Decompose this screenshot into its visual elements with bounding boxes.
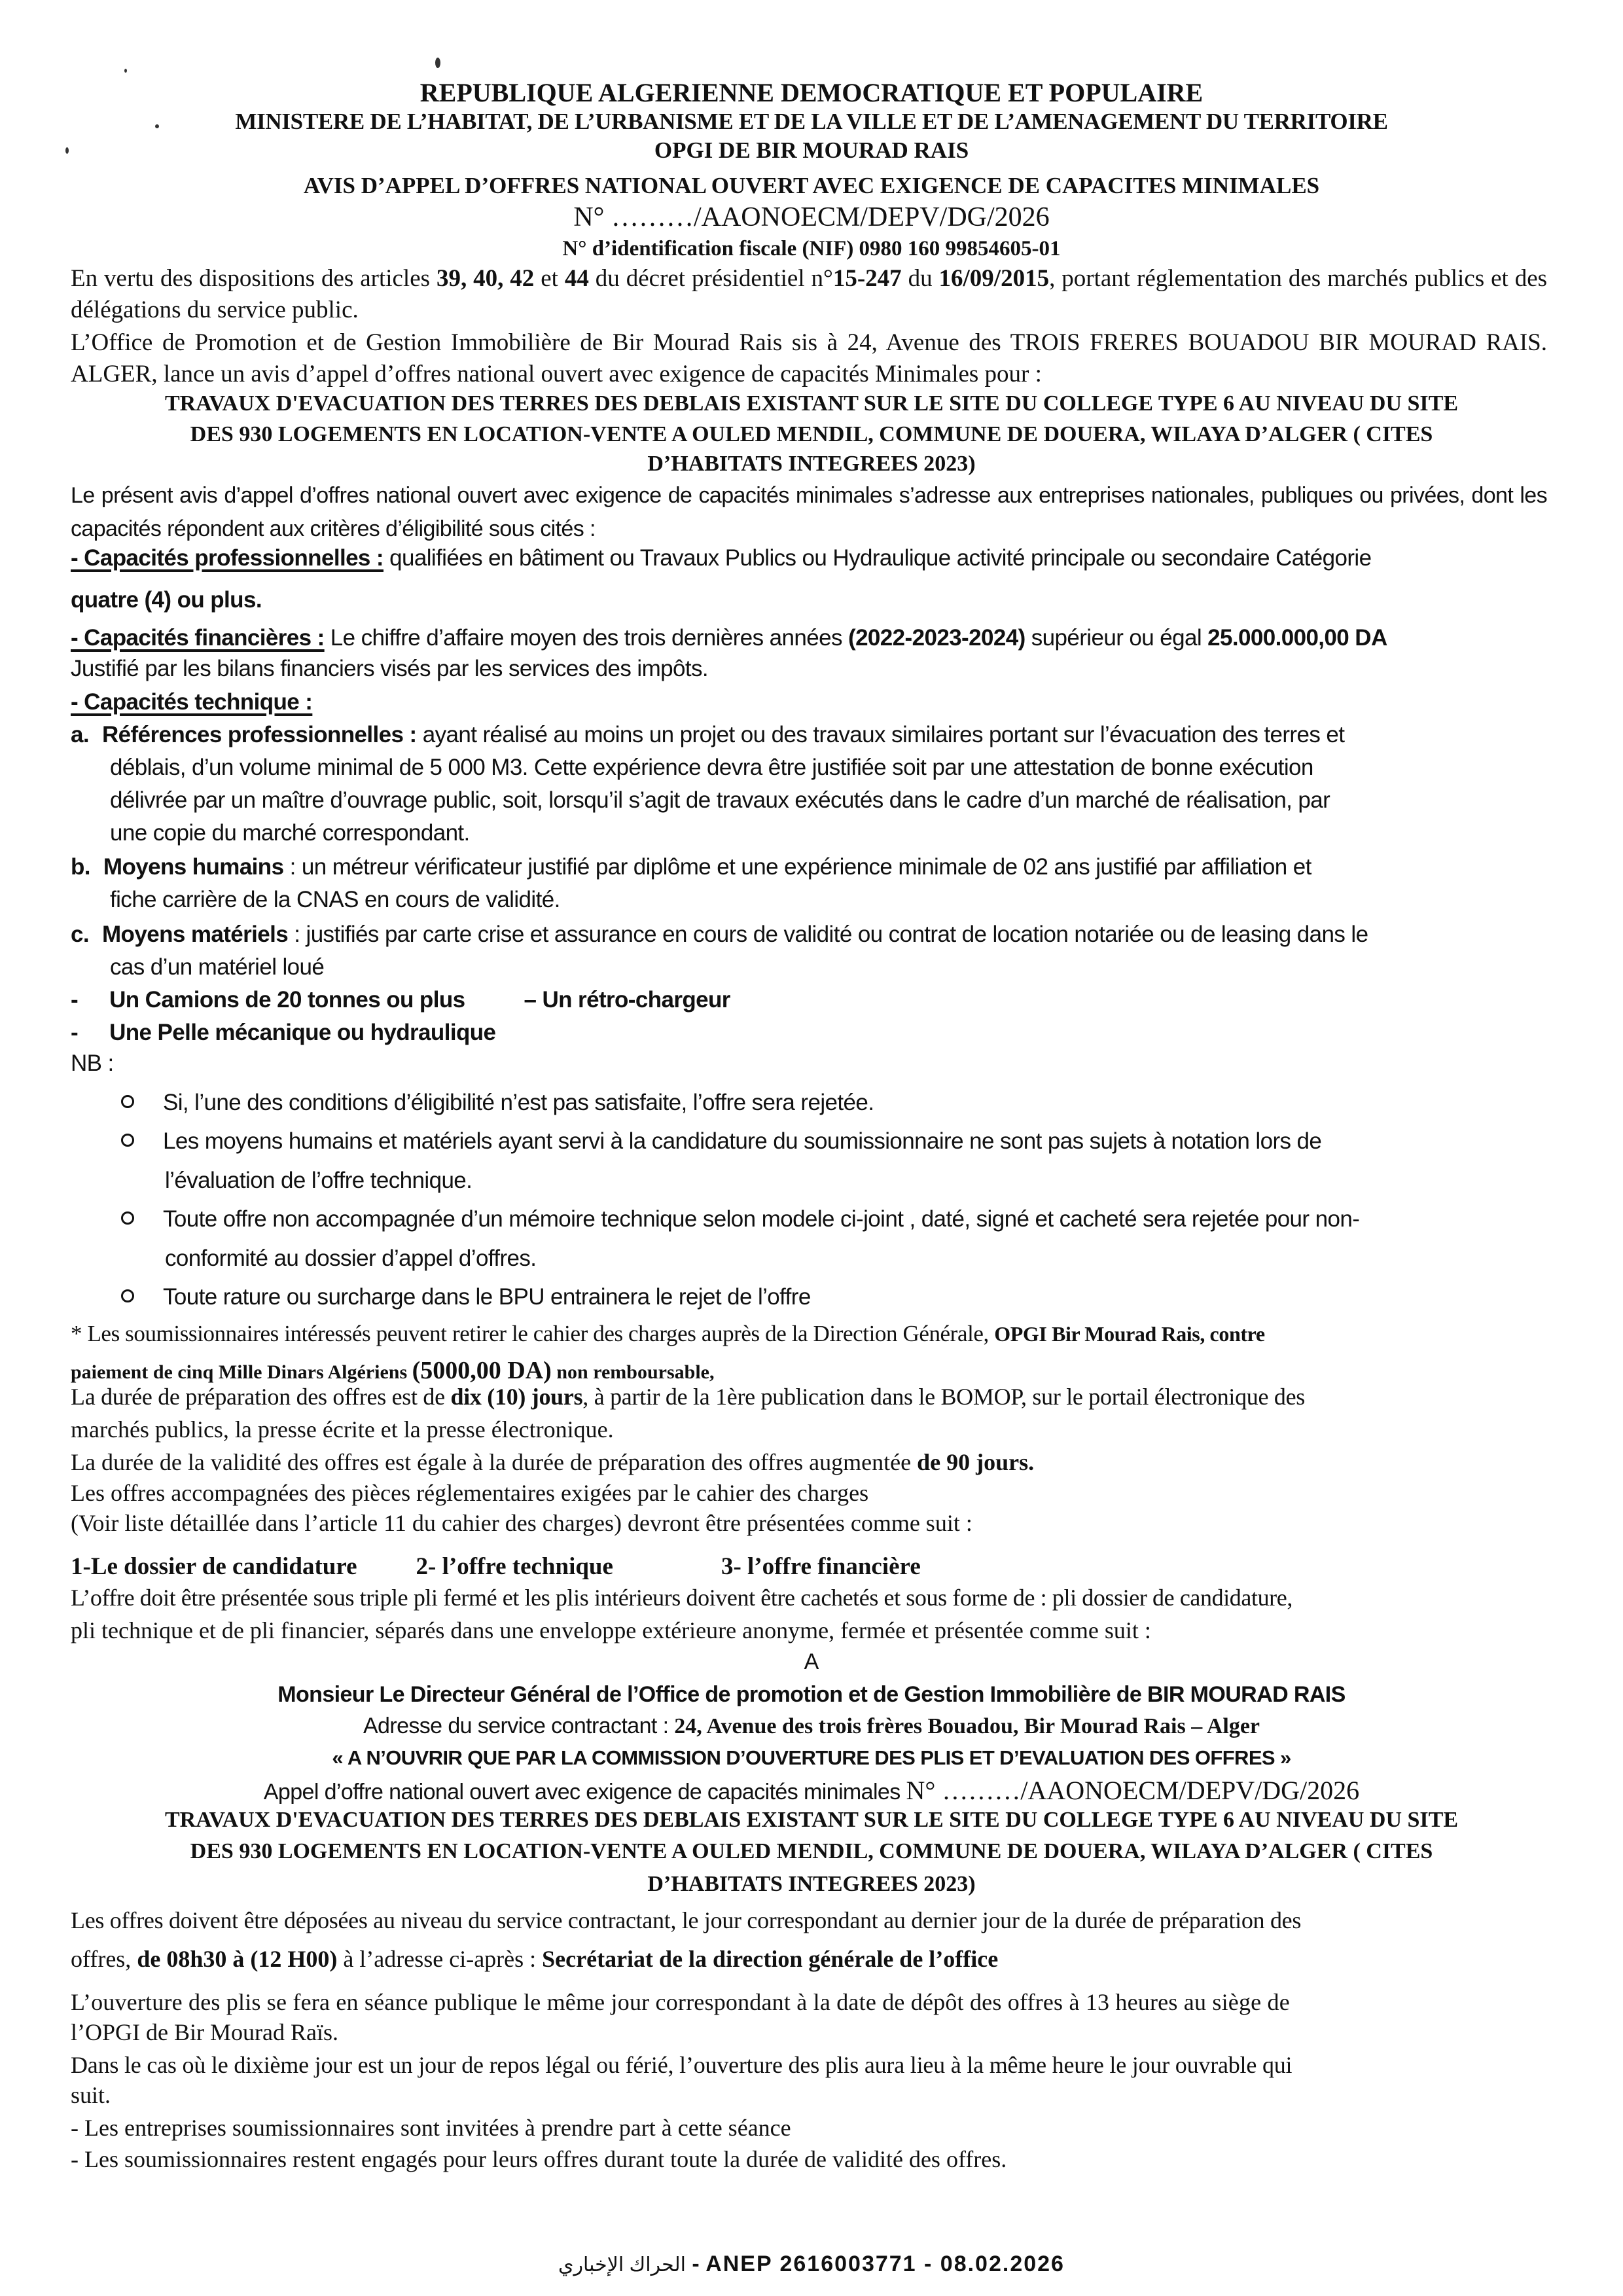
docs-line-2: (Voir liste détaillée dans l’article 11 du cahier des charges) devront être présentées comme suit :: [71, 1510, 972, 1536]
project-title-repeat-line-3: D’HABITATS INTEGREES 2023): [647, 1872, 976, 1896]
footer-publication-ref: الحراك الإخباري - ANEP 2616003771 - 08.02.2026: [558, 2251, 1065, 2276]
nb-item-cont: l’évaluation de l’offre technique.: [165, 1168, 473, 1193]
tech-item-a-line: délivrée par un maître d’ouvrage public, soit, lorsqu’il s’agit de travaux exécutés dans le cadre d’un marché de réalisation, par: [110, 787, 1330, 813]
opening-line-1: L’ouverture des plis se fera en séance publique le même jour correspondant à la date de dépôt des offres à 13 heures au siège de: [71, 1989, 1290, 2015]
tech-item-c-line: cas d’un matériel loué: [110, 954, 325, 980]
holiday-line-2: suit.: [71, 2082, 111, 2108]
tech-item-a: a. Références professionnelles : ayant réalisé au moins un projet ou des travaux similaires portant sur l’évacuation des terres et: [71, 722, 1345, 747]
footer-anep: ANEP 2616003771 - 08.02.2026: [705, 2251, 1065, 2276]
nb-item: Si, l’une des conditions d’éligibilité n’est pas satisfaite, l’offre sera rejetée.: [121, 1090, 874, 1116]
pli-line-2: pli technique et de pli financier, séparés dans une enveloppe extérieure anonyme, fermée et présentée comme suit :: [71, 1617, 1151, 1643]
nb-item: Toute rature ou surcharge dans le BPU entrainera le rejet de l’offre: [121, 1284, 811, 1310]
holiday-line-1: Dans le cas où le dixième jour est un jour de repos légal ou férié, l’ouverture des plis aura lieu à la même heure le jour ouvrable qui: [71, 2052, 1293, 2078]
tech-item-c: c. Moyens matériels : justifiés par carte crise et assurance en cours de validité ou contrat de location notariée ou de leasing dans le: [71, 922, 1368, 947]
nb-label: NB :: [71, 1050, 114, 1076]
opening-line-2: l’OPGI de Bir Mourad Raïs.: [71, 2019, 338, 2045]
project-title-line-3: D’HABITATS INTEGREES 2023): [647, 452, 976, 476]
nb-item: Les moyens humains et matériels ayant servi à la candidature du soumissionnaire ne sont pas sujets à notation lors de: [121, 1128, 1321, 1155]
nif: N° d’identification fiscale (NIF) 0980 160 99854605-01: [562, 237, 1061, 260]
equipment-item: - Un Camions de 20 tonnes ou plus – Un rétro-chargeur: [71, 987, 730, 1013]
intro-paragraph-2: L’Office de Promotion et de Gestion Immobilière de Bir Mourad Rais sis à 24, Avenue des TROIS FRERES BOUADOU BIR MOURAD RAIS. ALGER, lance un avis d’appel d’offres national ouvert avec exigence de capacités Minimales pour :: [71, 329, 1547, 387]
office-title: OPGI DE BIR MOURAD RAIS: [654, 137, 969, 163]
project-title-repeat-line-1: TRAVAUX D'EVACUATION DES TERRES DES DEBLAIS EXISTANT SUR LE SITE DU COLLEGE TYPE 6 AU NIVEAU DU SITE: [164, 1808, 1459, 1832]
pli-line-1: L’offre doit être présentée sous triple pli fermé et les plis intérieurs doivent être cachetés et sous forme de : pli dossier de candidature,: [71, 1585, 1293, 1611]
footer-newspaper: الحراك الإخباري: [558, 2254, 686, 2276]
prep-line-1: La durée de préparation des offres est de dix (10) jours, à partir de la 1ère publication dans le BOMOP, sur le portail électronique des: [71, 1384, 1305, 1410]
scan-speck: [435, 58, 440, 68]
tech-item-a-line: une copie du marché correspondant.: [110, 820, 470, 846]
address-to: A: [804, 1649, 819, 1674]
envelope-list: 1-Le dossier de candidature 2- l’offre technique 3- l’offre financière: [71, 1553, 921, 1580]
bullet-circle-icon: [121, 1289, 134, 1302]
nb-item-cont: conformité au dossier d’appel d’offres.: [165, 1246, 537, 1271]
tech-item-b-line: fiche carrière de la CNAS en cours de validité.: [110, 887, 560, 912]
tech-capacities-label: - Capacités technique :: [71, 689, 313, 715]
withdraw-line-2: paiement de cinq Mille Dinars Algériens (5000,00 DA) non remboursable,: [71, 1357, 715, 1384]
recipient: Monsieur Le Directeur Général de l’Office de promotion et de Gestion Immobilière de BIR MOURAD RAIS: [277, 1682, 1346, 1707]
docs-line-1: Les offres accompagnées des pièces réglementaires exigées par le cahier des charges: [71, 1480, 869, 1506]
bullet-circle-icon: [121, 1211, 134, 1225]
do-not-open-notice: « A N’OUVRIR QUE PAR LA COMMISSION D’OUVERTURE DES PLIS ET D’EVALUATION DES OFFRES »: [332, 1746, 1291, 1769]
fin-justification: Justifié par les bilans financiers visés par les services des impôts.: [71, 656, 709, 681]
validity-line: La durée de la validité des offres est égale à la durée de préparation des offres augmentée de 90 jours.: [71, 1449, 1035, 1475]
intro-paragraph-1: En vertu des dispositions des articles 39, 40, 42 et 44 du décret présidentiel n°15-247 du 16/09/2015, portant réglementation des marchés publics et des délégations du service public.: [71, 265, 1548, 323]
bullet-circle-icon: [121, 1134, 134, 1147]
prep-line-2: marchés publics, la presse écrite et la presse électronique.: [71, 1416, 614, 1443]
equipment-item: - Une Pelle mécanique ou hydraulique: [71, 1020, 496, 1045]
project-title-repeat-line-2: DES 930 LOGEMENTS EN LOCATION-VENTE A OULED MENDIL, COMMUNE DE DOUERA, WILAYA D’ALGER ( CITES: [190, 1839, 1433, 1863]
tech-item-a-line: déblais, d’un volume minimal de 5 000 M3. Cette expérience devra être justifiée soit par une attestation de bonne exécution: [110, 755, 1313, 780]
withdraw-line-1: * Les soumissionnaires intéressés peuvent retirer le cahier des charges auprès de la Direction Générale, OPGI Bir Mourad Rais, contre: [71, 1321, 1265, 1346]
tender-reference: Appel d’offre national ouvert avec exigence de capacités minimales N° ………/AAONOECM/DEPV/DG/2026: [263, 1776, 1360, 1805]
deposit-line-2: offres, de 08h30 à (12 H00) à l’adresse ci-après : Secrétariat de la direction générale de l’office: [71, 1946, 999, 1972]
bullet-circle-icon: [121, 1095, 134, 1108]
note-line-2: - Les soumissionnaires restent engagés pour leurs offres durant toute la durée de validité des offres.: [71, 2146, 1007, 2172]
notice-number: N° ………/AAONOECM/DEPV/DG/2026: [573, 202, 1050, 232]
prof-category: quatre (4) ou plus.: [71, 587, 262, 613]
ministry-title: MINISTERE DE L’HABITAT, DE L’URBANISME ET DE LA VILLE ET DE L’AMENAGEMENT DU TERRITOIRE: [235, 109, 1388, 134]
prof-capacities: - Capacités professionnelles : qualifiées en bâtiment ou Travaux Publics ou Hydraulique activité principale ou secondaire Catégorie: [71, 545, 1372, 571]
note-line-1: - Les entreprises soumissionnaires sont invitées à prendre part à cette séance: [71, 2115, 791, 2141]
eligibility-intro: Le présent avis d’appel d’offres national ouvert avec exigence de capacités minimales s’adresse aux entreprises nationales, publiques ou privées, dont les capacités répondent aux critères d’éligibilité sous cités :: [71, 483, 1547, 541]
fin-capacities: - Capacités financières : Le chiffre d’affaire moyen des trois dernières années (2022-2023-2024) supérieur ou égal 25.000.000,00 DA: [71, 625, 1387, 651]
scan-speck: [124, 69, 127, 73]
notice-title: AVIS D’APPEL D’OFFRES NATIONAL OUVERT AVEC EXIGENCE DE CAPACITES MINIMALES: [303, 173, 1320, 198]
tech-item-b: b. Moyens humains : un métreur vérificateur justifié par diplôme et une expérience minimale de 02 ans justifié par affiliation et: [71, 854, 1311, 880]
project-title-line-1: TRAVAUX D'EVACUATION DES TERRES DES DEBLAIS EXISTANT SUR LE SITE DU COLLEGE TYPE 6 AU NIVEAU DU SITE: [164, 391, 1459, 416]
contracting-address: Adresse du service contractant : 24, Avenue des trois frères Bouadou, Bir Mourad Rais – Alger: [363, 1713, 1260, 1738]
deposit-line-1: Les offres doivent être déposées au niveau du service contractant, le jour correspondant au dernier jour de la durée de préparation des: [71, 1907, 1302, 1933]
republic-title: REPUBLIQUE ALGERIENNE DEMOCRATIQUE ET POPULAIRE: [419, 78, 1204, 107]
project-title-line-2: DES 930 LOGEMENTS EN LOCATION-VENTE A OULED MENDIL, COMMUNE DE DOUERA, WILAYA D’ALGER ( CITES: [190, 422, 1433, 446]
nb-item: Toute offre non accompagnée d’un mémoire technique selon modele ci-joint , daté, signé et cacheté sera rejetée pour non-: [121, 1206, 1359, 1232]
